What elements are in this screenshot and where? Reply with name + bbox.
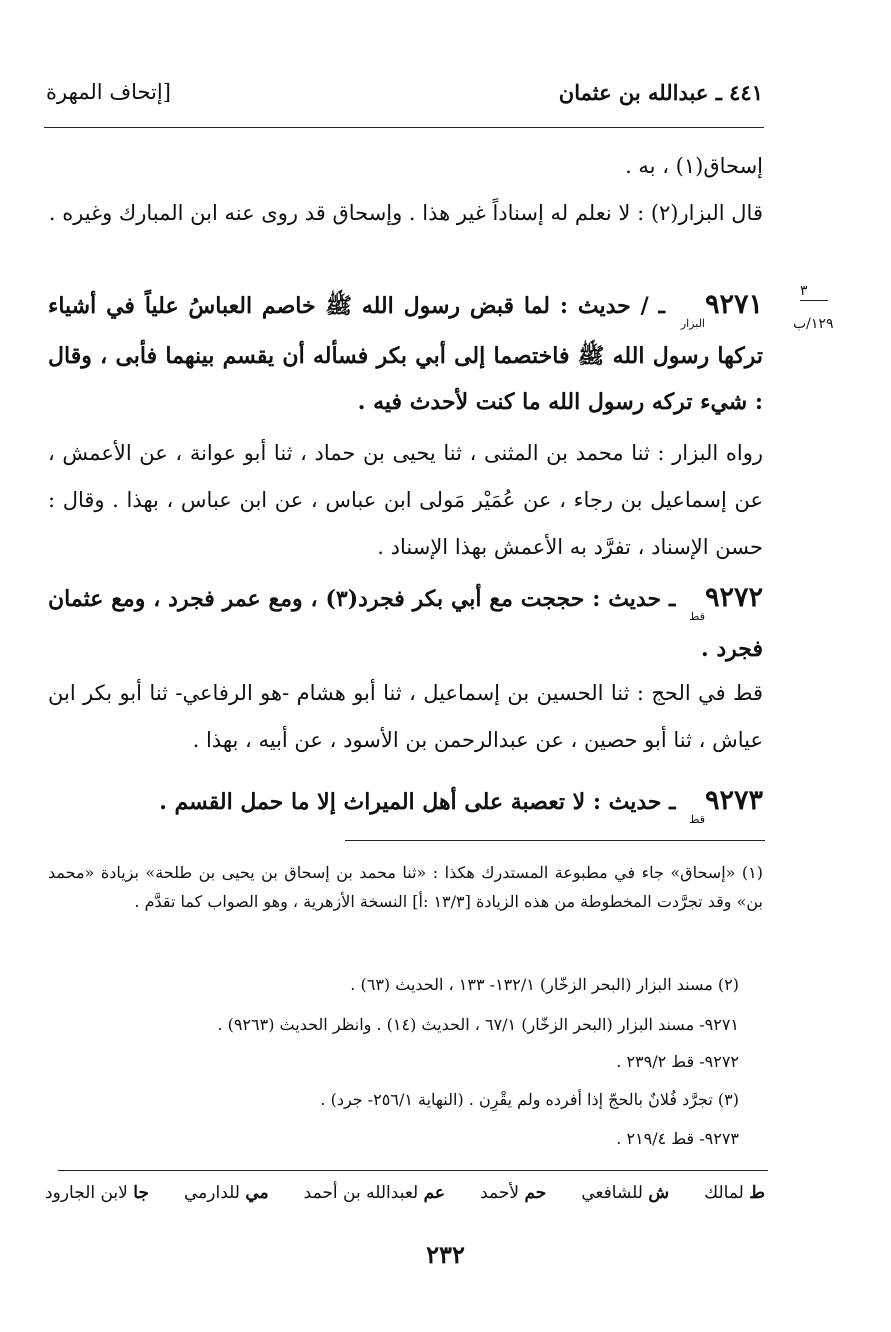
footnote-9271: ٩٢٧١- مسند البزار (البحر الزخّار) ٦٧/١ ، الحديث (١٤) . وانظر الحديث (٩٢٦٣) . — [217, 1015, 739, 1034]
legend-item: حم لأحمد — [480, 1183, 547, 1203]
running-header-book: [إتحاف المهرة — [46, 80, 171, 104]
hadith-text: ـ حديث : لا تعصبة على أهل الميراث إلا ما حمل القسم . — [159, 789, 676, 815]
abbreviation-legend — [45, 1183, 765, 1203]
margin-ref-number: ٣ — [800, 283, 808, 299]
legend-rule — [58, 1170, 768, 1171]
source-tag: قط — [689, 813, 705, 826]
page-number: ٢٣٢ — [426, 1240, 465, 1269]
hadith-text: ـ / حديث : لما قبض رسول الله ﷺ خاصم العباسُ علياً في أشياء تركها رسول الله ﷺ فاختصما إلى أبي بكر فسأله أن يقسم بينهما فأبى ، وقال : شيء تركه رسول الله ما كنت لأحدث فيه . — [48, 293, 763, 415]
legend-item: عم لعبدالله بن أحمد — [303, 1183, 446, 1203]
footnote-2: (٢) مسند البزار (البحر الزخّار) ١٣٢/١- ١٣٣ ، الحديث (٦٣) . — [350, 975, 739, 994]
footnote-9272: ٩٢٧٢- قط ٢٣٩/٢ . — [616, 1052, 739, 1071]
footnote-separator — [345, 840, 765, 841]
margin-ref-rule — [800, 300, 828, 301]
paragraph-daraqutni-isnad: قط في الحج : ثنا الحسين بن إسماعيل ، ثنا أبو هشام -هو الرفاعي- ثنا أبو بكر ابن عياش ، ثنا أبو حصين ، عن عبدالرحمن بن الأسود ، عن أبيه ، بهذا . — [48, 681, 763, 752]
running-header-chapter: ٤٤١ ـ عبدالله بن عثمان — [558, 80, 763, 105]
hadith-9272 — [48, 575, 763, 672]
source-tag: البزار — [680, 317, 705, 330]
footnote-1: (١) «إسحاق» جاء في مطبوعة المستدرك هكذا : «ثنا محمد بن إسحاق بن يحيى بن طلحة» بزيادة «محمد بن» وقد تجرَّدت المخطوطة من هذه الزيادة [١٣/٣ :أ] النسخة الأزهرية ، وهو الصواب كما تقدَّم . — [48, 863, 763, 911]
legend-item: جا لابن الجارود — [45, 1183, 149, 1203]
paragraph-isnad-end: إسحاق(١) ، به . — [625, 154, 763, 178]
paragraph-bazzar-isnad: رواه البزار : ثنا محمد بن المثنى ، ثنا يحيى بن حماد ، ثنا أبو عوانة ، عن الأعمش ، عن إسماعيل بن رجاء ، عن عُمَيْر مَولى ابن عباس ، عن ابن عباس ، بهذا . وقال : حسن الإسناد ، تفرَّد به الأعمش بهذا الإسناد . — [48, 441, 763, 559]
hadith-number: ٩٢٧١ — [704, 289, 763, 320]
footnote-9273: ٩٢٧٣- قط ٢١٩/٤ . — [616, 1129, 739, 1148]
margin-manuscript-ref: ١٢٩/ب — [793, 316, 834, 332]
hadith-text: ـ حديث : حججت مع أبي بكر فجرد(٣) ، ومع عمر فجرد ، ومع عثمان فجرد . — [48, 586, 763, 662]
hadith-number: ٩٢٧٣ — [704, 785, 763, 816]
header-rule — [44, 127, 764, 128]
legend-item: ط لمالك — [704, 1183, 765, 1203]
footnote-3: (٣) تجرَّد فُلانٌ بالحجّ إذا أفرده ولم يقْرِن . (النهاية ٢٥٦/١- جرد) . — [320, 1090, 739, 1109]
legend-item: ش للشافعي — [581, 1183, 670, 1203]
hadith-9271 — [48, 282, 763, 425]
paragraph-bazzar-comment: قال البزار(٢) : لا نعلم له إسناداً غير هذا . وإسحاق قد روى عنه ابن المبارك وغيره . — [48, 201, 763, 225]
hadith-number: ٩٢٧٢ — [704, 582, 763, 613]
legend-item: مي للدارمي — [184, 1183, 269, 1203]
hadith-9273 — [48, 778, 763, 829]
source-tag: قط — [689, 610, 705, 623]
